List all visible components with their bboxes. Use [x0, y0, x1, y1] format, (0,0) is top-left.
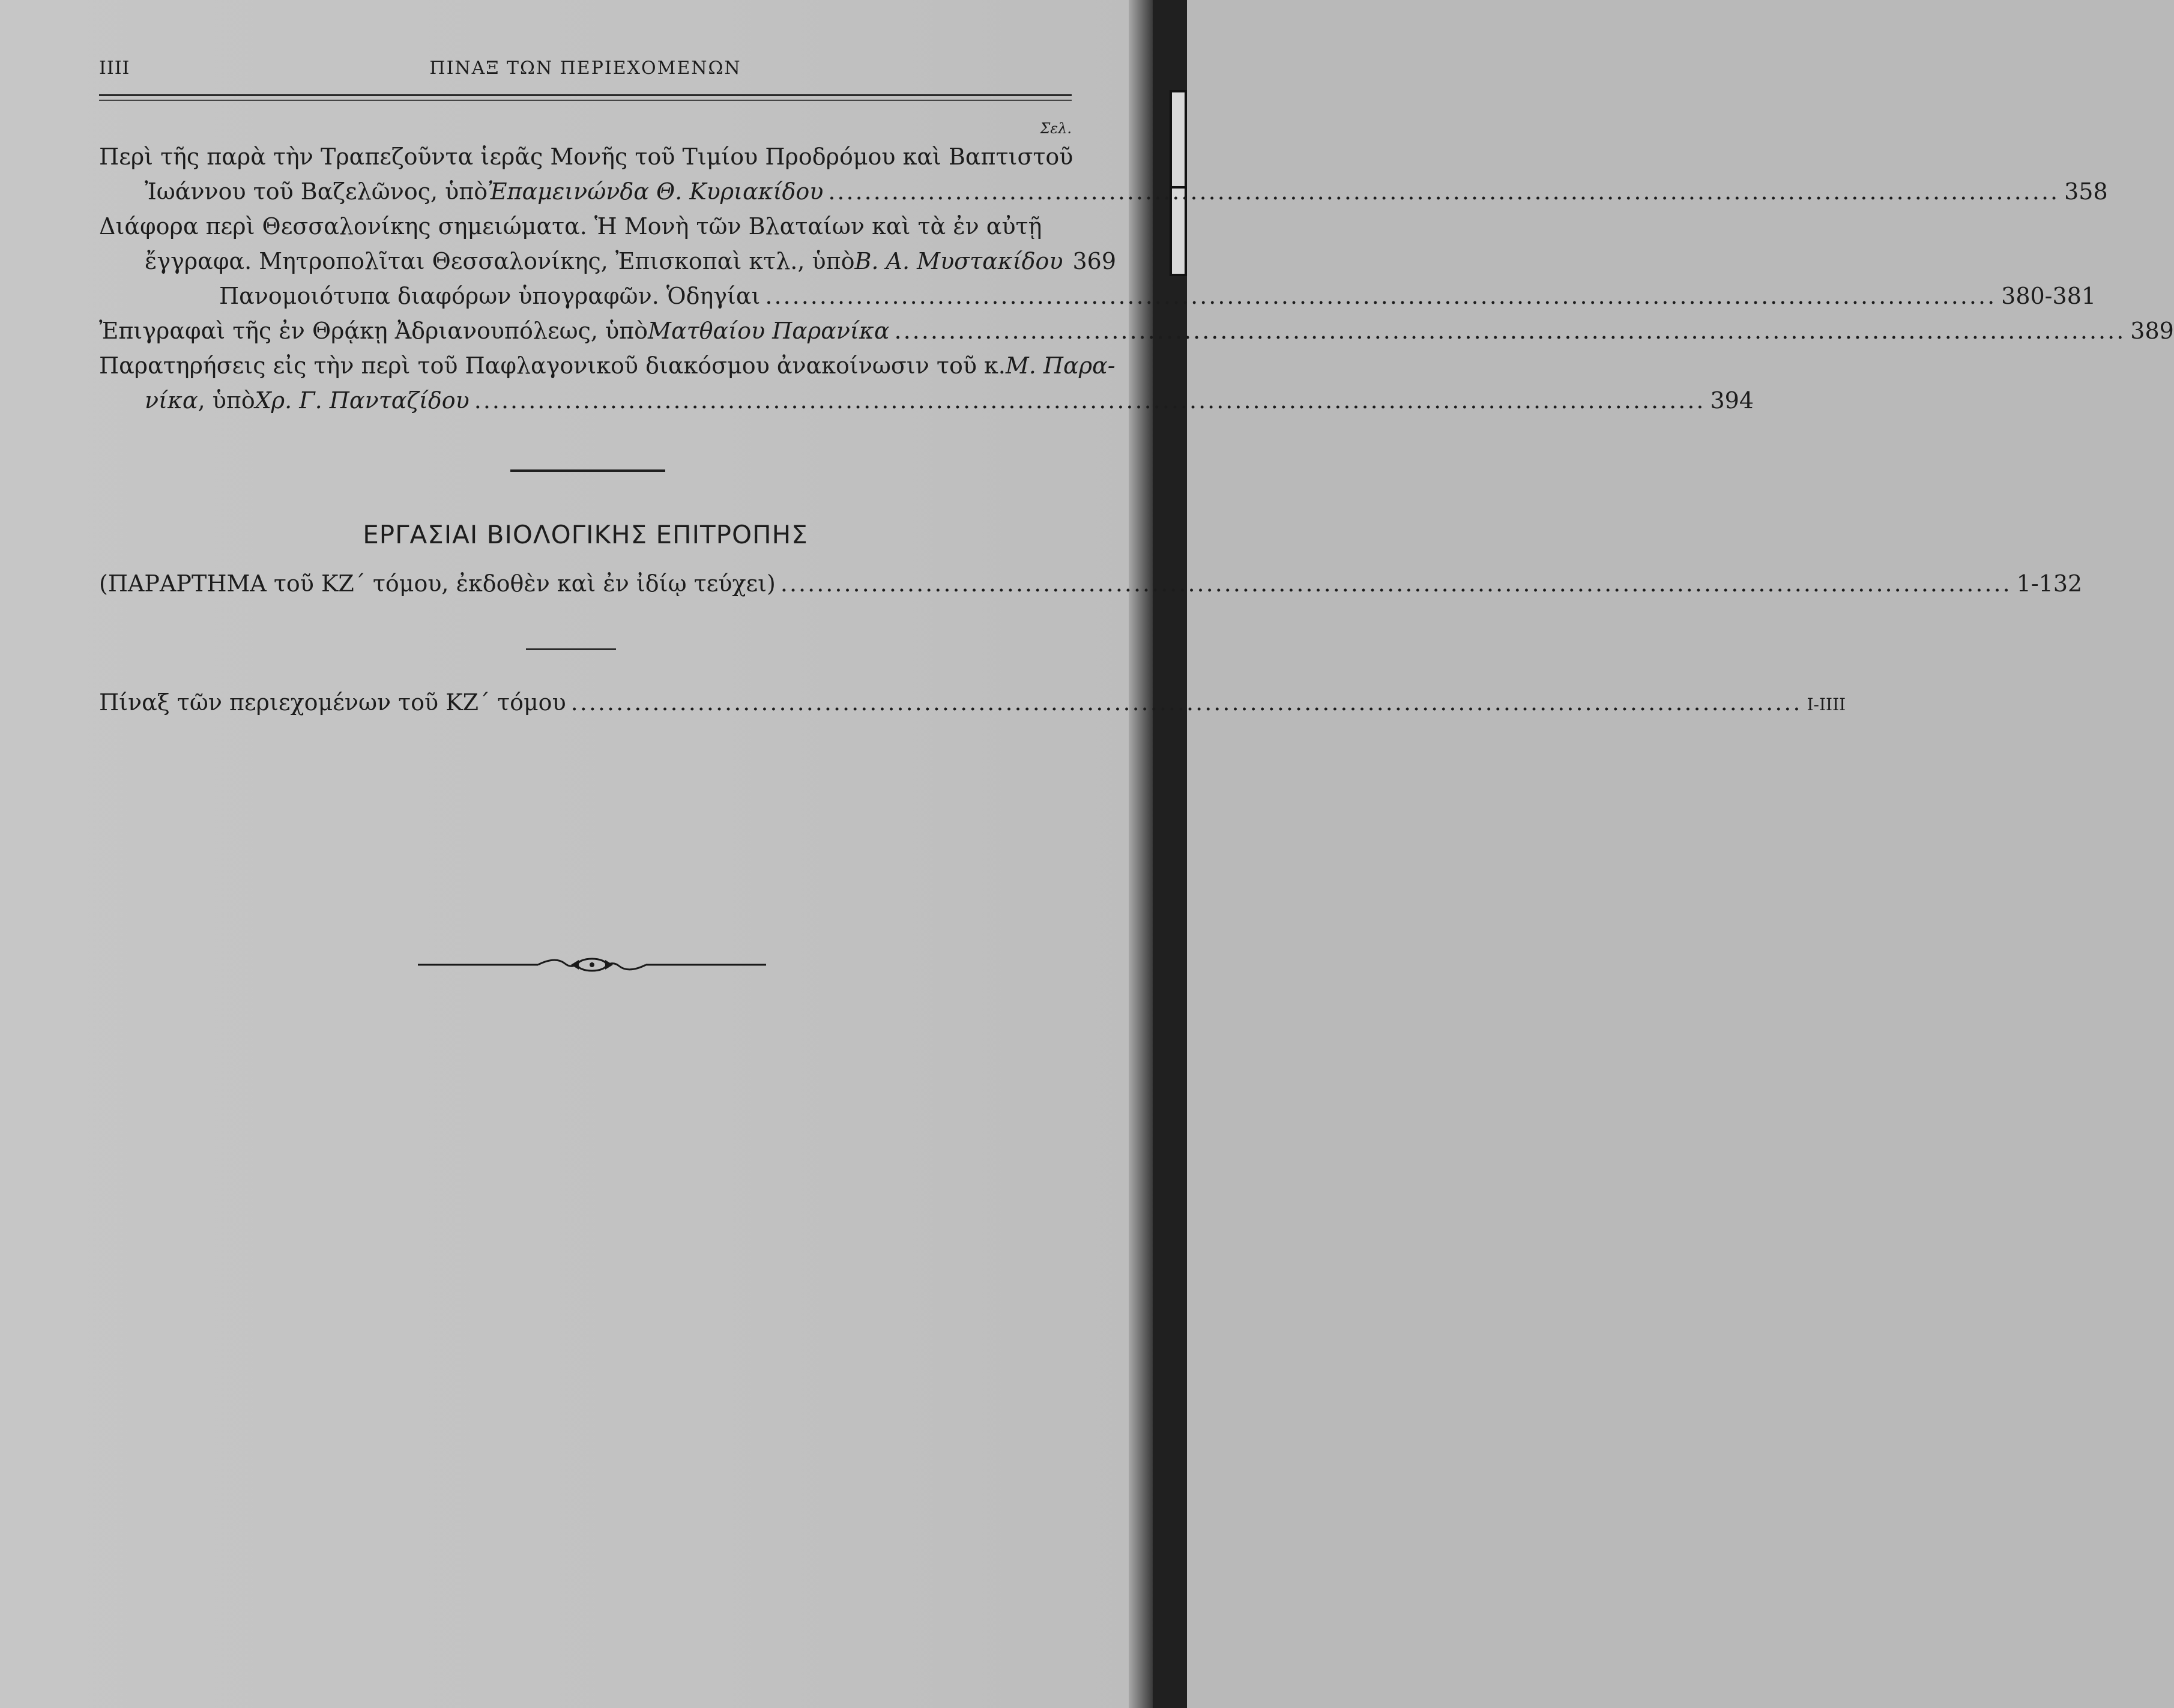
entry-author: Ἐπαμεινώνδα Θ. Κυριακίδου	[488, 178, 824, 205]
dot-leader: ........................................................................................................................................	[765, 283, 1997, 309]
entry-author: νίκα	[145, 387, 198, 414]
entry-title: Πανομοιότυπα διαφόρων ὑπογραφῶν. Ὁδηγίαι	[219, 283, 761, 309]
toc-entry-line	[99, 348, 1116, 383]
entry-title: Διάφορα περὶ Θεσσαλονίκης σημειώματα. Ἡ Μονὴ τῶν Βλαταίων καὶ τὰ ἐν αὐτῇ	[99, 213, 1042, 240]
page-reference: 389	[2130, 318, 2174, 344]
binding-shadow	[1129, 0, 1153, 1708]
dot-leader: ........................................................................................................................................	[780, 570, 2012, 597]
end-ornament	[418, 952, 766, 978]
entry-title: ἔγγραφα. Μητροπολῖται Θεσσαλονίκης, Ἐπισκοπαὶ κτλ., ὑπὸ	[145, 248, 855, 274]
toc-entry-line	[99, 209, 1072, 244]
page-column-label: Σελ.	[1040, 120, 1072, 137]
dot-leader: ........................................................................................................................................	[570, 689, 1802, 716]
page-number: IIII	[99, 58, 130, 79]
contents-text: Πίναξ τῶν περιεχομένων τοῦ ΚΖ΄ τόμου	[99, 689, 566, 716]
dot-leader: ........................................................................................................................................	[828, 178, 2060, 205]
entry-author: Ματθαίου Παρανίκα	[648, 318, 890, 344]
entry-author: Β. Α. Μυστακίδου	[854, 248, 1063, 274]
entry-title: , ὑπὸ	[198, 387, 255, 414]
dot-leader: ........................................................................................................................................	[894, 318, 2126, 344]
contents-entry	[99, 689, 1846, 724]
page-reference: 1-132	[2016, 570, 2083, 597]
entry-author: Χρ. Γ. Πανταζίδου	[255, 387, 470, 414]
page-reference: 394	[1710, 387, 1754, 414]
header-rule-thin	[99, 100, 1072, 101]
toc-entry-line	[99, 279, 2097, 313]
entry-title: Παρατηρήσεις εἰς τὴν περὶ τοῦ Παφλαγονικοῦ διακόσμου ἀνακοίνωσιν τοῦ κ.	[99, 352, 1006, 379]
entry-title: Περὶ τῆς παρὰ τὴν Τραπεζοῦντα ἱερᾶς Μονῆς τοῦ Τιμίου Προδρόμου καὶ Βαπτιστοῦ	[99, 143, 1073, 170]
entry-author: Μ. Παρα-	[1005, 352, 1116, 379]
table-of-contents	[99, 139, 2174, 418]
appendix-entry	[99, 570, 2083, 605]
page-reference: 380-381	[2001, 283, 2097, 309]
dot-leader: ........................................................................................................................................	[474, 387, 1706, 414]
header-rule	[99, 94, 1072, 96]
toc-entry-line	[99, 313, 2174, 348]
page-header	[99, 58, 1072, 82]
toc-entry-line	[99, 174, 2108, 209]
toc-entry-line	[99, 383, 1754, 418]
running-title: ΠΙΝΑΞ ΤΩΝ ΠΕΡΙΕΧΟΜΕΝΩΝ	[429, 58, 741, 79]
section-title: ΕΡΓΑΣΙΑΙ ΒΙΟΛΟΓΙΚΗΣ ΕΠΙΤΡΟΠΗΣ	[363, 520, 808, 549]
page-reference: 358	[2064, 178, 2108, 205]
page-reference: I-IIII	[1807, 695, 1846, 714]
entry-title: Ἐπιγραφαὶ τῆς ἐν Θρᾴκῃ Ἀδριανουπόλεως, ὑπὸ	[99, 318, 648, 344]
page-reference: 369	[1072, 248, 1117, 274]
appendix-text: (ΠΑΡΑΡΤΗΜΑ τοῦ ΚΖ΄ τόμου, ἐκδοθὲν καὶ ἐν ἰδίῳ τεύχει)	[99, 570, 776, 597]
toc-entry-line	[99, 139, 1072, 174]
entry-title: Ἰωάννου τοῦ Βαζελῶνος, ὑπὸ	[145, 178, 488, 205]
toc-entry-line	[99, 244, 1117, 279]
section-divider	[526, 648, 616, 650]
section-divider	[510, 469, 665, 472]
